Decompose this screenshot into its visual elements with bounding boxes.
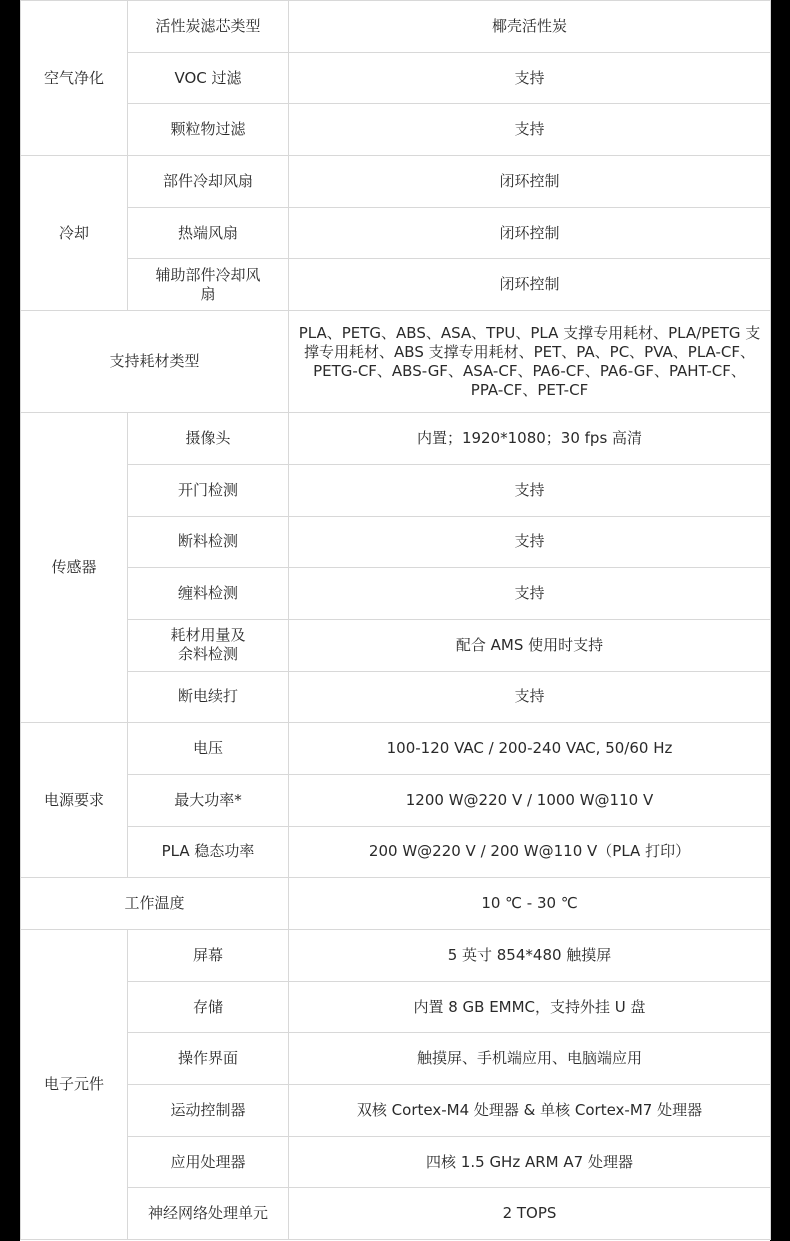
table-row <box>21 1 771 53</box>
table-row <box>21 52 771 104</box>
table-row <box>21 878 771 930</box>
spec-label: 辅助部件冷却风扇 <box>128 259 289 311</box>
spec-label: VOC 过滤 <box>128 52 289 104</box>
table-row <box>21 464 771 516</box>
spec-value: 支持 <box>289 104 771 156</box>
category-cell: 电子元件 <box>21 930 128 1240</box>
spec-value: 内置；1920*1080；30 fps 高清 <box>289 413 771 465</box>
spec-label: 最大功率* <box>128 774 289 826</box>
spec-value: 支持 <box>289 671 771 723</box>
table-row <box>21 207 771 259</box>
spec-value: 配合 AMS 使用时支持 <box>289 619 771 671</box>
spec-sheet <box>20 0 770 1241</box>
spec-value: PLA、PETG、ABS、ASA、TPU、PLA 支撑专用耗材、PLA/PETG 支撑专用耗材、ABS 支撑专用耗材、PET、PA、PC、PVA、PLA-CF、PETG-CF、ABS-GF、ASA-CF、PA6-CF、PA6-GF、PAHT-CF、PPA-CF、PET-CF <box>289 311 771 413</box>
table-row <box>21 930 771 982</box>
spec-value: 内置 8 GB EMMC，支持外挂 U 盘 <box>289 981 771 1033</box>
spec-value: 支持 <box>289 516 771 568</box>
spec-label: 部件冷却风扇 <box>128 156 289 208</box>
spec-label: 颗粒物过滤 <box>128 104 289 156</box>
table-row <box>21 311 771 413</box>
spec-label: 屏幕 <box>128 930 289 982</box>
spec-label: 存储 <box>128 981 289 1033</box>
table-row <box>21 1033 771 1085</box>
spec-value: 支持 <box>289 568 771 620</box>
table-row <box>21 259 771 311</box>
spec-label: 电压 <box>128 723 289 775</box>
spec-value: 5 英寸 854*480 触摸屏 <box>289 930 771 982</box>
spec-table <box>20 0 771 1240</box>
spec-value: 10 ℃ - 30 ℃ <box>289 878 771 930</box>
spec-value: 闭环控制 <box>289 207 771 259</box>
spec-label: 耗材用量及余料检测 <box>128 619 289 671</box>
spec-label: 活性炭滤芯类型 <box>128 1 289 53</box>
spec-label: 操作界面 <box>128 1033 289 1085</box>
spec-value: 200 W@220 V / 200 W@110 V（PLA 打印） <box>289 826 771 878</box>
spec-label: 运动控制器 <box>128 1085 289 1137</box>
spec-value: 2 TOPS <box>289 1188 771 1240</box>
spec-value: 触摸屏、手机端应用、电脑端应用 <box>289 1033 771 1085</box>
spec-value: 闭环控制 <box>289 259 771 311</box>
category-cell: 传感器 <box>21 413 128 723</box>
table-row <box>21 723 771 775</box>
table-row <box>21 1188 771 1240</box>
table-row <box>21 568 771 620</box>
table-row <box>21 774 771 826</box>
spec-value: 1200 W@220 V / 1000 W@110 V <box>289 774 771 826</box>
table-row <box>21 826 771 878</box>
table-row <box>21 981 771 1033</box>
spec-value: 椰壳活性炭 <box>289 1 771 53</box>
spec-label: 断电续打 <box>128 671 289 723</box>
spec-label: 工作温度 <box>21 878 289 930</box>
spec-label: 摄像头 <box>128 413 289 465</box>
table-row <box>21 1085 771 1137</box>
spec-label: 神经网络处理单元 <box>128 1188 289 1240</box>
spec-value: 闭环控制 <box>289 156 771 208</box>
table-row <box>21 1136 771 1188</box>
spec-label: 缠料检测 <box>128 568 289 620</box>
table-row <box>21 104 771 156</box>
spec-label: 开门检测 <box>128 464 289 516</box>
category-cell: 冷却 <box>21 156 128 311</box>
spec-value: 四核 1.5 GHz ARM A7 处理器 <box>289 1136 771 1188</box>
spec-label: 支持耗材类型 <box>21 311 289 413</box>
table-row <box>21 413 771 465</box>
spec-value: 双核 Cortex-M4 处理器 & 单核 Cortex-M7 处理器 <box>289 1085 771 1137</box>
spec-label: 热端风扇 <box>128 207 289 259</box>
table-row <box>21 671 771 723</box>
table-row <box>21 156 771 208</box>
spec-label: 断料检测 <box>128 516 289 568</box>
spec-value: 100-120 VAC / 200-240 VAC, 50/60 Hz <box>289 723 771 775</box>
category-cell: 空气净化 <box>21 1 128 156</box>
table-row <box>21 516 771 568</box>
category-cell: 电源要求 <box>21 723 128 878</box>
spec-value: 支持 <box>289 464 771 516</box>
table-row <box>21 619 771 671</box>
spec-value: 支持 <box>289 52 771 104</box>
spec-label: PLA 稳态功率 <box>128 826 289 878</box>
spec-label: 应用处理器 <box>128 1136 289 1188</box>
